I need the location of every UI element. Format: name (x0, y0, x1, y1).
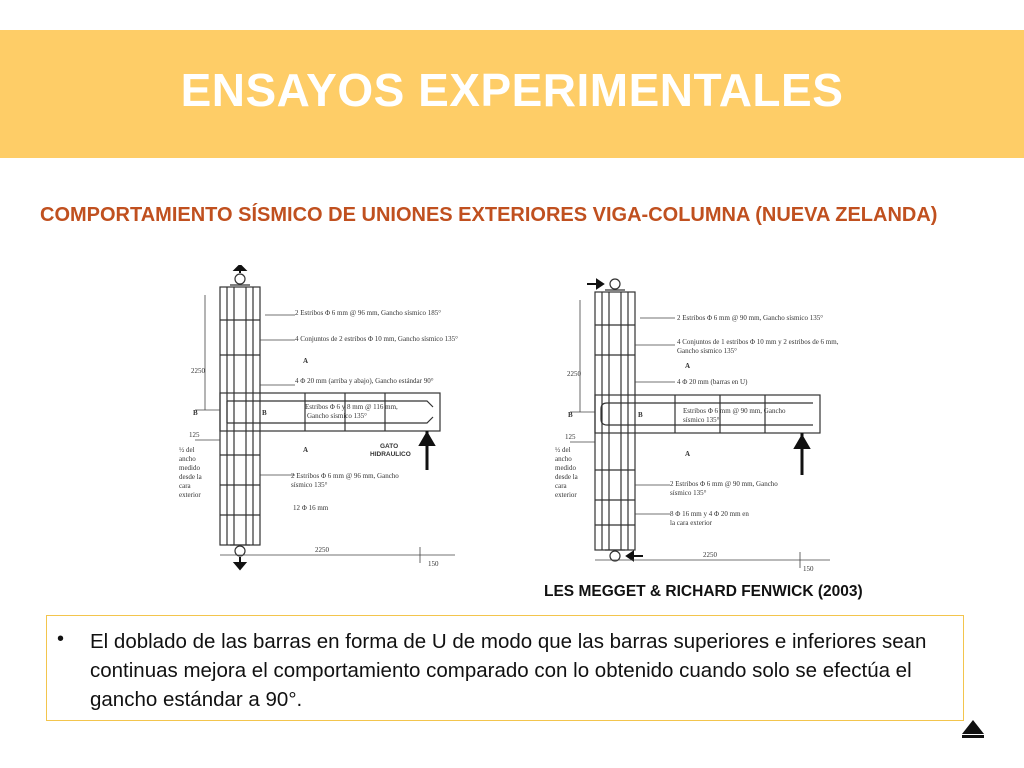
side-note-2: ancho (555, 455, 572, 463)
side-note-3: medido (179, 464, 200, 472)
slide-subtitle: COMPORTAMIENTO SÍSMICO DE UNIONES EXTERIORES VIGA-COLUMNA (NUEVA ZELANDA) (40, 204, 938, 226)
side-note-5: cara (555, 482, 567, 490)
section-b-right: B (638, 411, 643, 419)
label-beam-stirrups-2: Gancho sísmico 135° (307, 412, 367, 420)
label-column-bars-2: la cara exterior (670, 519, 712, 527)
section-b-left: B (193, 409, 198, 417)
label-stirrups-bottom-2: sísmico 135° (291, 481, 328, 489)
dim-2250-horizontal: 2250 (315, 546, 329, 554)
label-stirrups-bottom-1: 2 Estribos Φ 6 mm @ 96 mm, Gancho (291, 472, 399, 480)
figure-credit: LES MEGGET & RICHARD FENWICK (2003) (544, 583, 863, 600)
label-bars: 4 Φ 20 mm (arriba y abajo), Gancho estándar 90° (295, 377, 434, 385)
label-stirrups-top: 2 Estribos Φ 6 mm @ 96 mm, Gancho sísmico 185° (295, 309, 441, 317)
label-hidraulico: HIDRAULICO (370, 451, 411, 458)
section-a-bottom: A (685, 450, 691, 458)
label-stirrups-bottom-2: sísmico 135° (670, 489, 707, 497)
side-note-6: exterior (555, 491, 577, 499)
side-note-3: medido (555, 464, 576, 472)
left-joint-diagram (165, 265, 485, 575)
bullet-text: El doblado de las barras en forma de U de modo que las barras superiores e inferiores sean continuas mejora el comportamiento comparado con lo obtenido cuando solo se efectúa el gancho estándar a 90°. (90, 630, 927, 711)
label-stirrups-top: 2 Estribos Φ 6 mm @ 90 mm, Gancho sísmico 135° (677, 314, 823, 322)
side-note-4: desde la (555, 473, 578, 481)
label-sets-stirrups-1: 4 Conjuntos de 1 estribos Φ 10 mm y 2 estribos de 6 mm, (677, 338, 839, 346)
section-b-left: B (568, 411, 573, 419)
dim-2250-vertical: 2250 (567, 370, 581, 378)
triangle-up-icon[interactable] (960, 718, 986, 740)
label-beam-stirrups-2: sísmico 135° (683, 416, 720, 424)
dim-125: 125 (189, 431, 200, 439)
side-note-1: ½ del (555, 446, 571, 454)
right-joint-diagram (545, 270, 865, 580)
section-b-right: B (262, 409, 267, 417)
side-note-5: cara (179, 482, 191, 490)
label-u-bars: 4 Φ 20 mm (barras en U) (677, 378, 748, 386)
dim-2250-vertical: 2250 (191, 367, 205, 375)
label-sets-stirrups-2: Gancho sísmico 135° (677, 347, 737, 355)
label-gato: GATO (380, 443, 399, 450)
slide-title: ENSAYOS EXPERIMENTALES (180, 64, 844, 116)
dim-150: 150 (428, 560, 439, 568)
section-a-top: A (685, 362, 691, 370)
label-stirrups-bottom-1: 2 Estribos Φ 6 mm @ 90 mm, Gancho (670, 480, 778, 488)
side-note-4: desde la (179, 473, 202, 481)
dim-125: 125 (565, 433, 576, 441)
dim-150: 150 (803, 565, 814, 573)
section-a-bottom: A (303, 446, 309, 454)
side-note-6: exterior (179, 491, 201, 499)
label-beam-stirrups-1: Estribos Φ 6 mm @ 90 mm, Gancho (683, 407, 786, 415)
label-sets-stirrups: 4 Conjuntos de 2 estribos Φ 10 mm, Gancho sísmico 135° (295, 335, 458, 343)
side-note-2: ancho (179, 455, 196, 463)
section-a-top: A (303, 357, 309, 365)
bullet-marker: • (57, 628, 65, 650)
label-beam-stirrups-1: Estribos Φ 6 y 8 mm @ 116 mm, (305, 403, 398, 411)
label-column-bars: 12 Φ 16 mm (293, 504, 329, 512)
side-note-1: ½ del (179, 446, 195, 454)
label-column-bars-1: 8 Φ 16 mm y 4 Φ 20 mm en (670, 510, 749, 518)
dim-2250-horizontal: 2250 (703, 551, 717, 559)
